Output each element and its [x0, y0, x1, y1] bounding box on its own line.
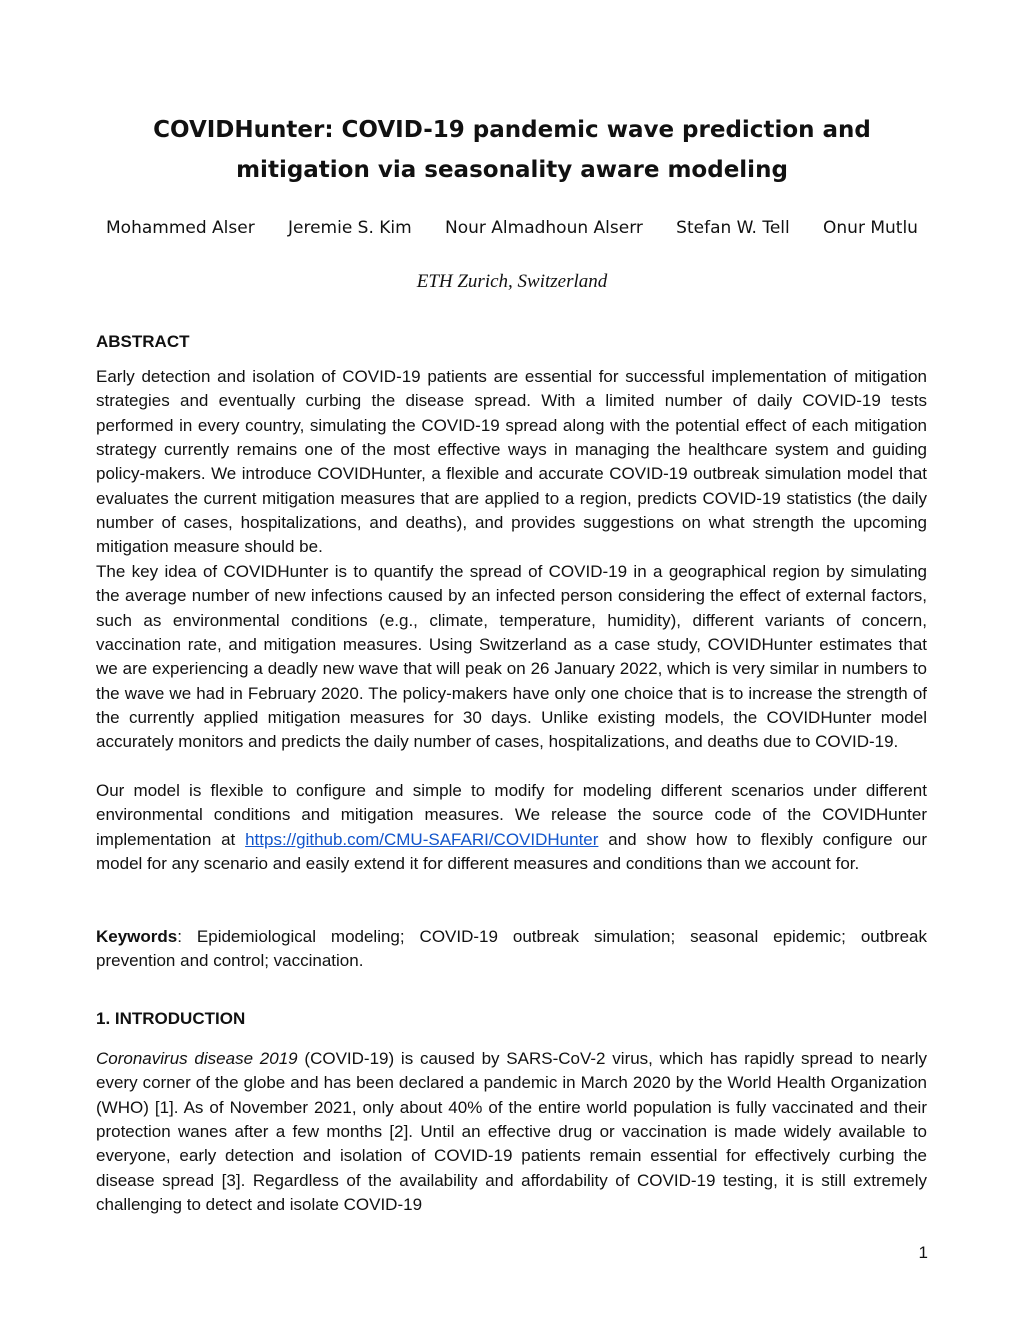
introduction-heading: 1. INTRODUCTION	[96, 1009, 246, 1028]
author-name: Onur Mutlu	[823, 218, 918, 238]
intro-lead-term: Coronavirus disease 2019	[96, 1049, 298, 1068]
author-name: Stefan W. Tell	[676, 218, 790, 238]
abstract-text: Our model is flexible to configure and simple to modify for modeling different scenarios under different environmental conditions and mitigation measures. We release the source code of the COVIDHunter implementation at	[96, 781, 927, 849]
author-name: Jeremie S. Kim	[287, 218, 412, 238]
intro-text: (COVID-19) is caused by SARS-CoV-2 virus, which has rapidly spread to nearly every corner of the globe and has been declared a pandemic in March 2020 by the World Health Organization (WHO) [1]. As of November 2021, only about 40% of the entire world population is fully vaccinated and their protection wanes after a few months [2]. Until an effective drug or vaccination is made widely available to everyone, early detection and isolation of COVID-19 patients remain essential for effectively curbing the disease spread [3]. Regardless of the availability and affordability of COVID-19 testing, it is still extremely challenging to detect and isolate COVID-19	[96, 1049, 927, 1215]
keywords-text: : Epidemiological modeling; COVID-19 outbreak simulation; seasonal epidemic; outbreak prevention and control; vaccination.	[96, 927, 927, 971]
keywords	[96, 925, 927, 974]
abstract-paragraph-2: The key idea of COVIDHunter is to quantify the spread of COVID-19 in a geographical region by simulating the average number of new infections caused by an infected person considering the effect of external factors, such as environmental conditions (e.g., climate, temperature, humidity), different variants of concern, vaccination rate, and mitigation measures. Using Switzerland as a case study, COVIDHunter estimates that we are experiencing a deadly new wave that will peak on 26 January 2022, which is very similar in numbers to the wave we had in February 2020. The policy-makers have only one choice that is to increase the strength of the currently applied mitigation measures for 30 days. Unlike existing models, the COVIDHunter model accurately monitors and predicts the daily number of cases, hospitalizations, and deaths due to COVID-19.	[96, 562, 927, 752]
author-name: Nour Almadhoun Alserr	[445, 218, 643, 238]
affiliation: ETH Zurich, Switzerland	[416, 271, 608, 292]
paper-title: COVIDHunter: COVID-19 pandemic wave prediction and mitigation via seasonality aware modeling	[153, 117, 871, 183]
abstract-paragraph-3	[96, 779, 927, 876]
author-list	[96, 218, 928, 246]
author-name: Mohammed Alser	[106, 218, 255, 238]
abstract-heading: ABSTRACT	[96, 332, 190, 351]
github-link[interactable]: https://github.com/CMU-SAFARI/COVIDHunter	[245, 829, 599, 849]
abstract-paragraph-1: Early detection and isolation of COVID-19 patients are essential for successful implementation of mitigation strategies and eventually curbing the disease spread. With a limited number of daily COVID-19 tests performed in every country, simulating the COVID-19 spread along with the potential effect of each mitigation strategy currently remains one of the most effective ways in managing the healthcare system and guiding policy-makers. We introduce COVIDHunter, a flexible and accurate COVID-19 outbreak simulation model that evaluates the current mitigation measures that are applied to a region, predicts COVID-19 statistics (the daily number of cases, hospitalizations, and deaths), and provides suggestions on what strength the upcoming mitigation measure should be.	[96, 367, 927, 557]
page-number: 1	[918, 1243, 928, 1262]
introduction-paragraph	[96, 1047, 927, 1217]
abstract-text: and show how to flexibly configure our model for any scenario and easily extend it for different measures and conditions than we account for.	[96, 829, 928, 874]
keywords-label: Keywords	[96, 927, 178, 946]
